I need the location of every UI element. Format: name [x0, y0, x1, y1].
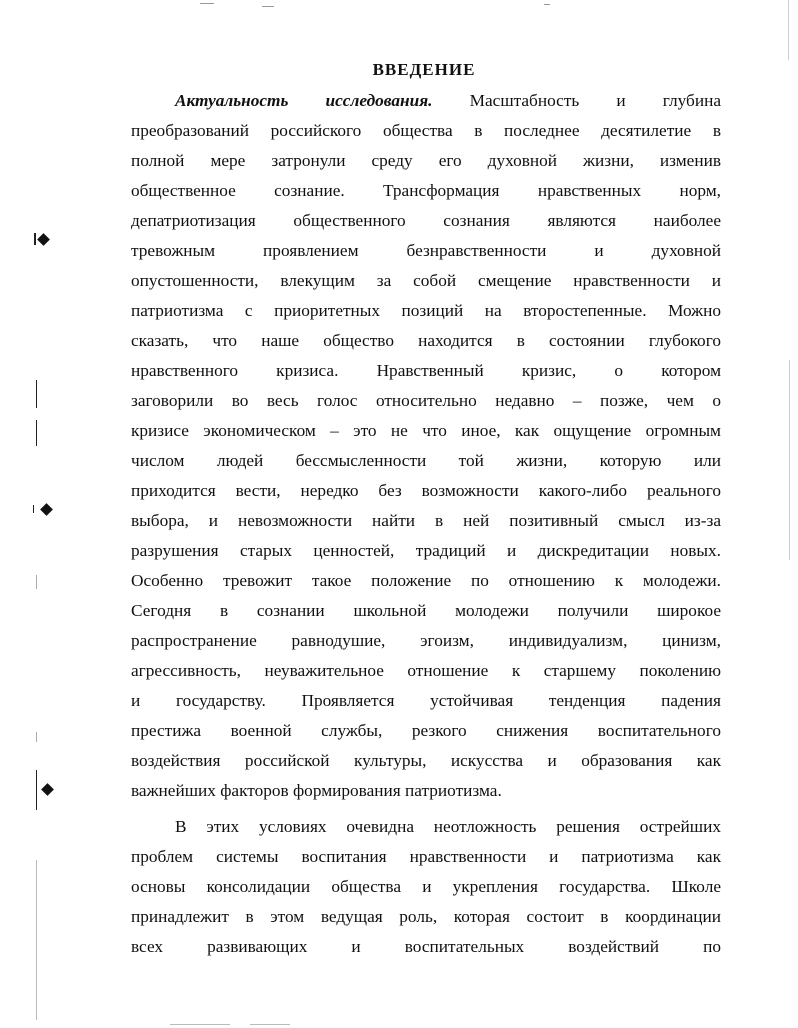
paragraph-1-line: числом людей бессмысленности той жизни, которую или [131, 451, 721, 470]
scan-artifact-edge [788, 0, 789, 60]
scan-artifact-mark [33, 505, 34, 513]
scan-artifact-edge [789, 360, 790, 560]
scan-artifact-line [36, 420, 37, 446]
paragraph-1-line: выбора, и невозможности найти в ней позитивный смысл из-за [131, 511, 721, 530]
paragraph-1-line: патриотизма с приоритетных позиций на второстепенные. Можно [131, 301, 721, 320]
paragraph-1-line: престижа военной службы, резкого снижения воспитательного [131, 721, 721, 740]
relevance-lead: Актуальность исследования. [175, 91, 433, 110]
paragraph-2-line: проблем системы воспитания нравственности и патриотизма как [131, 847, 721, 866]
scan-artifact-bottom [170, 1024, 230, 1025]
scan-artifact-line [36, 575, 37, 589]
scan-artifact-bottom [250, 1024, 290, 1025]
paragraph-1-line [131, 86, 721, 116]
paragraph-1-line: нравственного кризиса. Нравственный кризис, о котором [131, 361, 721, 380]
scan-artifact-top [200, 3, 214, 4]
paragraph-1-line: воздействия российской культуры, искусства и образования как [131, 751, 721, 770]
scan-artifact-line [36, 860, 37, 1020]
scan-artifact-bullet [37, 233, 50, 246]
paragraph-2-line: всех развивающих и воспитательных воздействий по [131, 937, 721, 956]
paragraph-1-line: агрессивность, неуважительное отношение к старшему поколению [131, 661, 721, 680]
paragraph-1-line: общественное сознание. Трансформация нравственных норм, [131, 181, 721, 200]
paragraph-1-line: кризисе экономическом – это не что иное, как ощущение огромным [131, 421, 721, 440]
paragraph-1-text: Масштабность и глубина [469, 91, 721, 110]
paragraph-1-line: сказать, что наше общество находится в состоянии глубокого [131, 331, 721, 350]
scan-artifact-line [36, 380, 37, 408]
paragraph-1-line: полной мере затронули среду его духовной жизни, изменив [131, 151, 721, 170]
paragraph-1-line: опустошенности, влекущим за собой смещение нравственности и [131, 271, 721, 290]
paragraph-2-line: принадлежит в этом ведущая роль, которая состоит в координации [131, 907, 721, 926]
scan-artifact-bullet [41, 783, 54, 796]
document-body [131, 86, 721, 962]
scan-artifact-top [544, 4, 550, 5]
paragraph-1-line: депатриотизация общественного сознания являются наиболее [131, 211, 721, 230]
paragraph-1-line: важнейших факторов формирования патриотизма. [131, 781, 502, 800]
scan-artifact-line [36, 770, 37, 810]
scan-artifact-line [36, 732, 37, 742]
paragraph-1-line: распространение равнодушие, эгоизм, индивидуализм, цинизм, [131, 631, 721, 650]
paragraph-1-line: тревожным проявлением безнравственности и духовной [131, 241, 721, 260]
paragraph-1-line: заговорили во весь голос относительно недавно – позже, чем о [131, 391, 721, 410]
paragraph-1-line: разрушения старых ценностей, традиций и дискредитации новых. [131, 541, 721, 560]
paragraph-2-line: основы консолидации общества и укрепления государства. Школе [131, 877, 721, 896]
scan-artifact-bullet [40, 503, 53, 516]
paragraph-1-line: Особенно тревожит такое положение по отношению к молодежи. [131, 571, 721, 590]
paragraph-2-line: В этих условиях очевидна неотложность решения острейших [175, 817, 721, 836]
page-title: ВВЕДЕНИЕ [372, 60, 476, 79]
paragraph-1-line: Сегодня в сознании школьной молодежи получили широкое [131, 601, 721, 620]
scan-artifact-top [262, 6, 274, 7]
paragraph-1-line: приходится вести, нередко без возможности какого-либо реального [131, 481, 721, 500]
paragraph-1-line: и государству. Проявляется устойчивая тенденция падения [131, 691, 721, 710]
paragraph-1-line: преобразований российского общества в последнее десятилетие в [131, 121, 721, 140]
